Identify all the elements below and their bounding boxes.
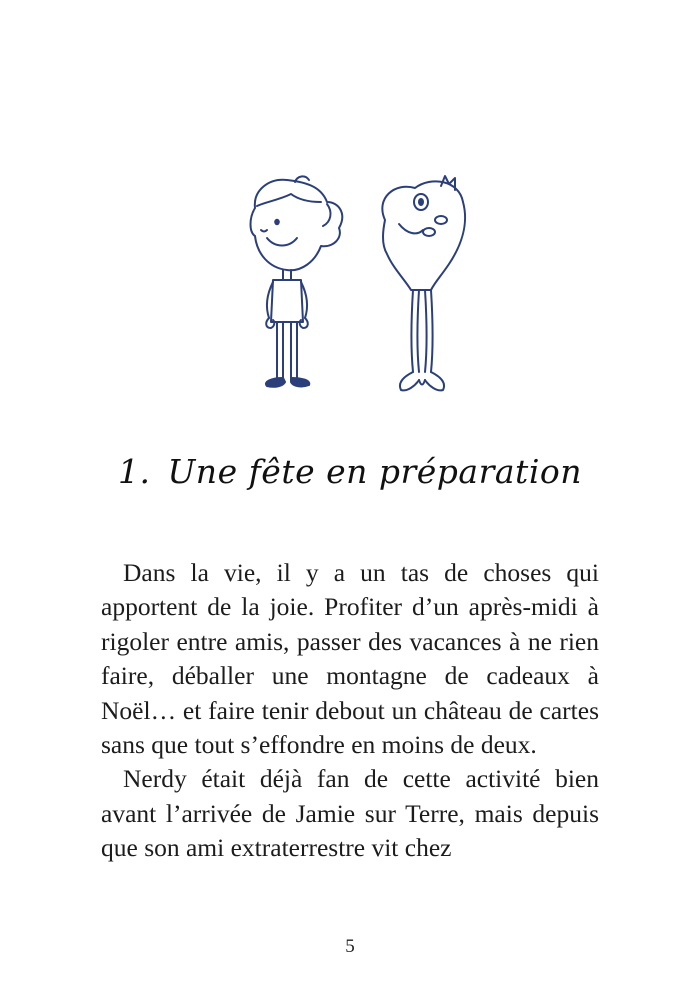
alien-character	[382, 176, 465, 390]
chapter-number: 1.	[118, 452, 151, 491]
paragraph-1: Dans la vie, il y a un tas de choses qui apportent de la joie. Profiter d’un après-midi à rigoler entre amis, passer des vacances à ne rien faire, déballer une montagne de cadeaux à Noël… et faire tenir debout un château de cartes sans que tout s’effondre en moins de deux.	[101, 558, 599, 760]
chapter-title	[0, 452, 700, 491]
page-number: 5	[345, 936, 355, 957]
chapter-title-text: Une fête en préparation	[167, 452, 582, 491]
paragraph-2: Nerdy était déjà fan de cette activité bien avant l’arrivée de Jamie sur Terre, mais depuis que son ami extraterrestre vit chez	[101, 764, 599, 863]
body-text	[101, 556, 599, 866]
chapter-illustration	[235, 172, 475, 400]
boy-character	[251, 176, 343, 386]
